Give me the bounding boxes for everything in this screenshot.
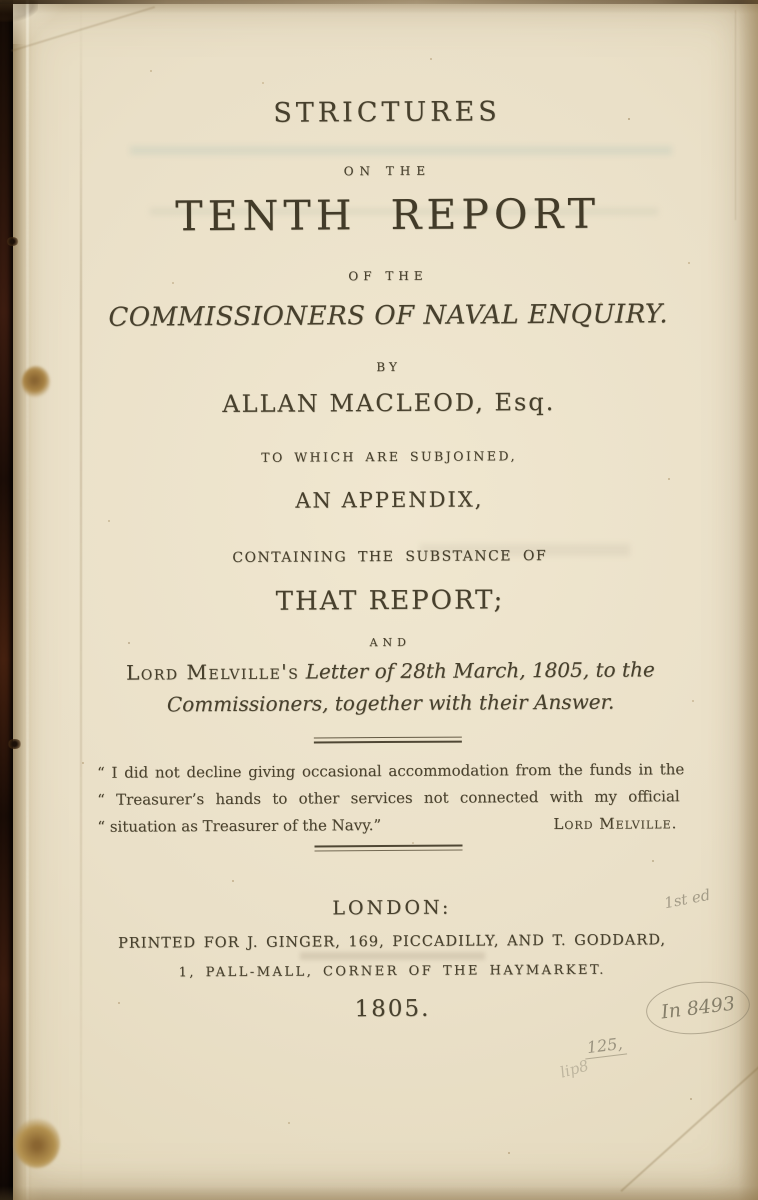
quote-line-text: “ situation as Treasurer of the Navy.” [97, 816, 382, 836]
pencil-faint-mark: lip8 [558, 1056, 591, 1082]
melville-letter-italic: Letter of 28th March, 1805, to the [305, 657, 655, 684]
quote-line: “ Treasurer’s hands to other services not connected with my official [97, 787, 680, 809]
appendix-line: AN APPENDIX, [295, 487, 484, 513]
epigraph-quote [96, 760, 685, 845]
main-title: TENTH REPORT [175, 189, 601, 241]
byline-label: BY [376, 359, 401, 375]
series-title: STRICTURES [273, 96, 501, 129]
melville-letter-line-2: Commissioners, together with their Answer. [166, 689, 615, 717]
melville-name: Lord Melville's [126, 659, 300, 685]
connector-of-the: OF THE [348, 268, 428, 284]
double-rule-divider [314, 845, 462, 852]
pencil-first-edition-note: 1st ed [662, 885, 712, 913]
imprint-printer-line-1: PRINTED FOR J. GINGER, 169, PICCADILLY, AND T. GODDARD, [118, 932, 667, 952]
sewing-hole [7, 739, 22, 749]
that-report-line: THAT REPORT; [275, 585, 505, 617]
author-name: ALLAN MACLEOD, Esq. [222, 387, 556, 419]
letterpress-text-block [26, 0, 753, 1200]
quote-attribution: Lord Melville. [553, 814, 678, 834]
quote-line-with-attribution [97, 814, 677, 836]
melville-letter-line-1 [30, 657, 750, 685]
connector-and: AND [369, 635, 411, 650]
quote-line: “ I did not decline giving occasional accommodation from the funds in the [96, 760, 685, 782]
double-rule-divider [314, 737, 462, 744]
sewing-hole [6, 237, 19, 246]
subtitle-commissioners: COMMISSIONERS OF NAVAL ENQUIRY. [108, 299, 669, 333]
pencil-shelfmark-text: In 8493 [659, 992, 737, 1024]
imprint-city: LONDON: [332, 896, 452, 920]
connector-on-the: ON THE [343, 163, 432, 179]
subjoined-line: TO WHICH ARE SUBJOINED, [261, 448, 518, 465]
containing-line: CONTAINING THE SUBSTANCE OF [232, 548, 548, 566]
book-spine-edge [0, 0, 13, 1200]
imprint-printer-line-2: 1, PALL-MALL, CORNER OF THE HAYMARKET. [178, 962, 606, 981]
pencil-price-note: 125, [583, 1034, 627, 1060]
imprint-year: 1805. [354, 995, 431, 1023]
